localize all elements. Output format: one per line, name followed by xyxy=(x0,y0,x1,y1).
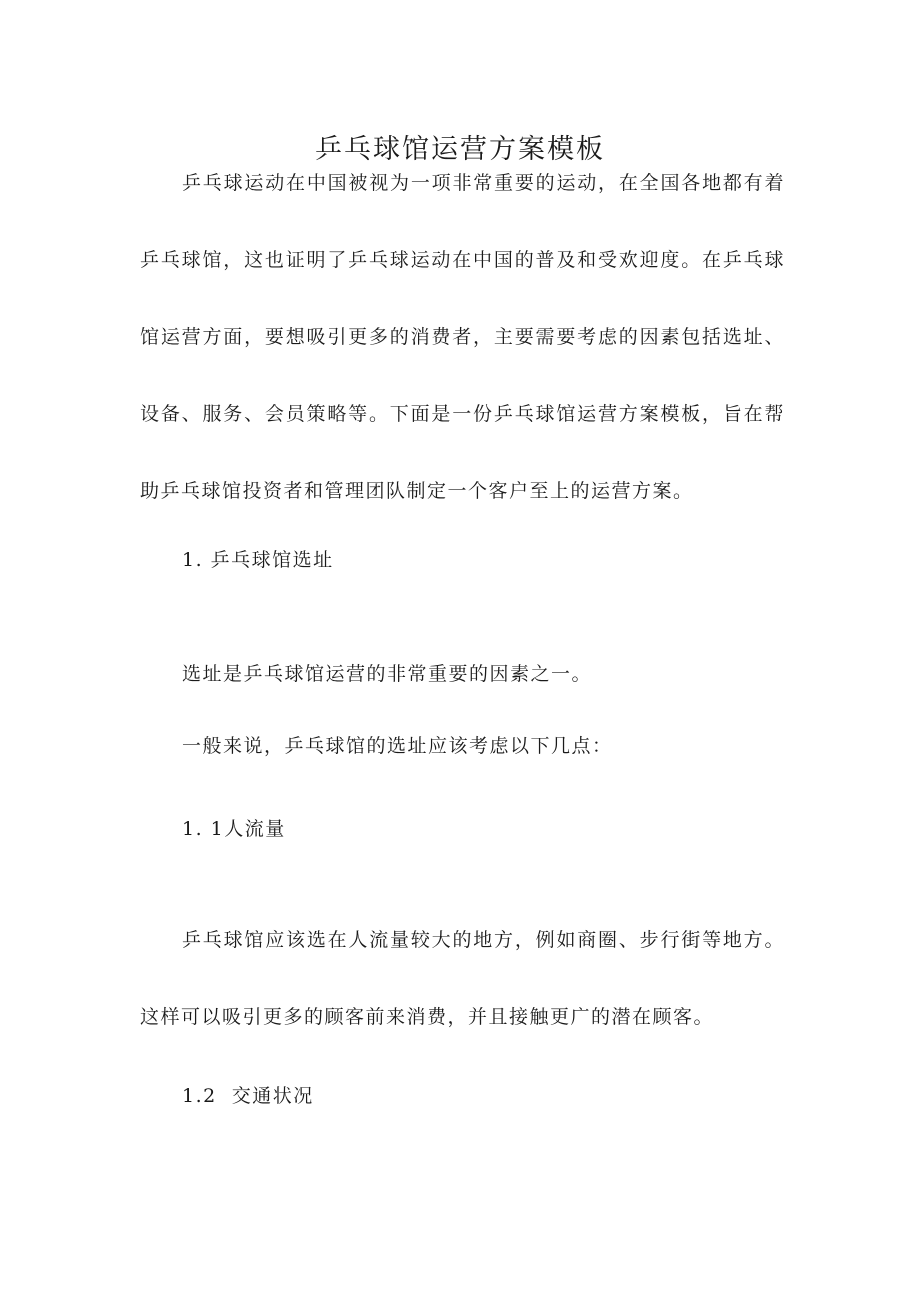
section-1-line-2: 一般来说，乒乓球馆的选址应该考虑以下几点： xyxy=(182,735,613,757)
section-1-1-paragraph: 乒乓球馆应该选在人流量较大的地方，例如商圈、步行街等地方。这样可以吸引更多的顾客前来消费，并且接触更广的潜在顾客。 xyxy=(140,929,785,1028)
section-1-line-1: 选址是乒乓球馆运营的非常重要的因素之一。 xyxy=(182,663,593,685)
intro-paragraph: 乒乓球运动在中国被视为一项非常重要的运动，在全国各地都有着乒乓球馆，这也证明了乒乓球运动在中国的普及和受欢迎度。在乒乓球馆运营方面，要想吸引更多的消费者，主要需要考虑的因素包括选址、设备、服务、会员策略等。下面是一份乒乓球馆运营方案模板，旨在帮助乒乓球馆投资者和管理团队制定一个客户至上的运营方案。 xyxy=(140,172,785,502)
section-1-heading: 1. 乒乓球馆选址 xyxy=(182,549,334,571)
section-1-2-heading: 1.2 交通状况 xyxy=(182,1085,314,1107)
document-title: 乒乓球馆运营方案模板 xyxy=(315,134,605,165)
section-1-1-heading: 1. 1人流量 xyxy=(182,818,286,840)
